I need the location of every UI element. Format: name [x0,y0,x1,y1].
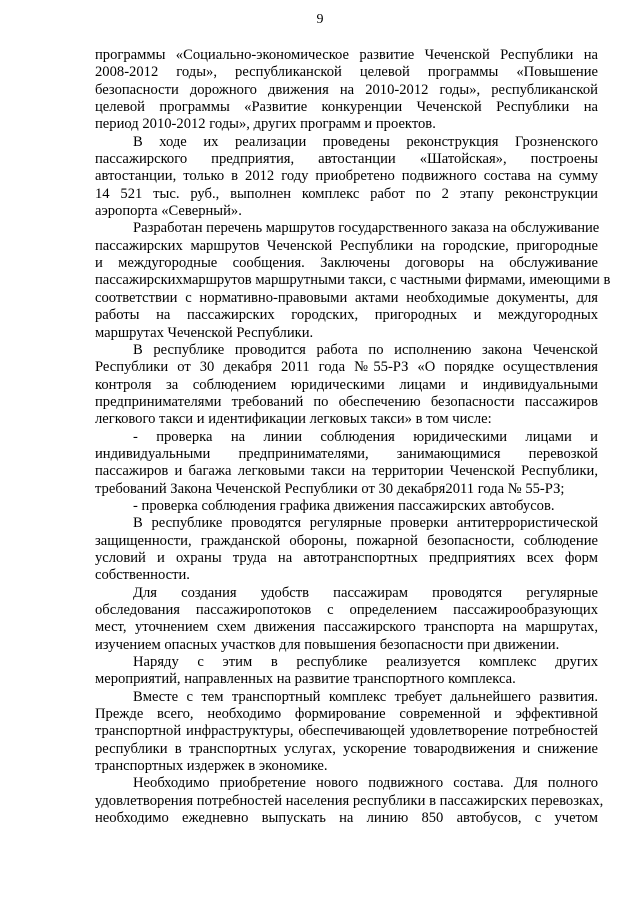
text-line: аэропорта «Северный». [95,203,242,220]
text-line: республики в транспортных услугах, ускорение товародвижения и снижение [95,740,598,757]
text-line: контроля за соблюдением юридическими лицами и индивидуальными [95,376,598,393]
paragraph [95,689,598,776]
text-line: целевой программы «Развитие конкуренции Чеченской Республики на [95,99,598,116]
text-line: пассажирского предприятия, автостанции «Шатойская», построены [95,151,598,168]
text-line: мероприятий, направленных на развитие транспортного комплекса. [95,671,516,688]
text-line: работы на пассажирских городских, пригородных и междугородных [95,307,598,324]
text-line: транспортных издержек в экономике. [95,758,328,775]
text-line: защищенности, гражданской обороны, пожарной безопасности, соблюдение [95,532,598,549]
paragraph [95,775,604,827]
text-line: период 2010-2012 годы», других программ и проектов. [95,116,436,133]
text-line: Вместе с тем транспортный комплекс требует дальнейшего развития. [133,688,598,705]
text-line: программы «Социально-экономическое развитие Чеченской Республики на [95,47,598,63]
text-line: необходимо ежедневно выпускать на линию 850 автобусов, с учетом [95,810,598,827]
text-line: маршрутах Чеченской Республики. [95,324,314,341]
text-line: Для создания удобств пассажирам проводятся регулярные [133,584,598,601]
paragraph [95,342,598,429]
text-line: 14 521 тыс. руб., выполнен комплекс работ по 2 этапу реконструкции [95,185,598,202]
paragraph [95,515,598,584]
text-line: Необходимо приобретение нового подвижного состава. Для полного [133,775,598,792]
paragraph [95,429,598,498]
text-line: пассажирских маршрутов Чеченской Республики на городские, пригородные [95,237,598,254]
text-line: предпринимателями требований по обеспечению безопасности пассажиров [95,393,598,410]
text-line: условий и охраны труда на автотранспортных предприятиях всех форм [95,549,598,566]
text-line: обследования пассажиропотоков с определением пассажирообразующих [95,602,598,618]
text-line: автостанции, только в 2012 году приобретено подвижного состава на сумму [95,168,598,185]
text-line: индивидуальными предпринимателями, занимающимися перевозкой [95,445,598,462]
text-line: 2008-2012 годы», республиканской целевой программы «Повышение [95,64,598,81]
text-line: В ходе их реализации проведены реконструкция Грозненского [133,133,598,150]
text-line: - проверка на линии соблюдения юридическими лицами и [133,428,598,445]
text-line: удовлетворения потребностей населения республики в пассажирских перевозках, [95,792,604,809]
text-line: и междугородные сообщения. Заключены договоры на обслуживание [95,255,598,272]
text-line: В республике проводятся регулярные проверки антитеррористической [133,515,598,532]
text-line: изучением опасных участков для повышения безопасности при движении. [95,636,560,653]
text-line: - проверка соблюдения графика движения пассажирских автобусов. [133,497,555,514]
text-line: транспортной инфраструктуры, обеспечивающей удовлетворение потребностей [95,723,598,740]
document-body [95,47,611,827]
paragraph [95,498,598,515]
text-line: В республике проводится работа по исполнению закона Чеченской [133,341,598,358]
text-line: легкового такси и идентификации легковых такси» в том числе: [95,411,492,428]
page-number: 9 [316,12,324,27]
text-line: Наряду с этим в республике реализуется комплекс других [133,654,598,671]
text-line: соответствии с нормативно-правовыми актами необходимые документы, для [95,289,598,306]
text-line: Разработан перечень маршрутов государственного заказа на обслуживание [133,220,600,237]
text-line: Прежде всего, необходимо формирование современной и эффективной [95,706,598,723]
text-line: безопасности дорожного движения на 2010-2012 годы», республиканской [95,81,598,98]
paragraph [95,47,598,134]
paragraph [95,220,611,341]
text-line: пассажирскихмаршрутов маршрутными такси, с частными фирмами, имеющими в [95,272,611,289]
text-line: пассажиров и багажа легковыми такси на территории Чеченской Республики, [95,463,598,480]
text-line: требований Закона Чеченской Республики от 30 декабря2011 года № 55-РЗ; [95,480,565,497]
paragraph [95,585,598,654]
paragraph [95,134,598,221]
text-line: Республики от 30 декабря 2011 года №55-РЗ «О порядке осуществления [95,359,598,376]
paragraph [95,654,598,689]
text-line: собственности. [95,567,190,584]
text-line: мест, уточнением схем движения пассажирского транспорта на маршрутах, [95,619,598,636]
